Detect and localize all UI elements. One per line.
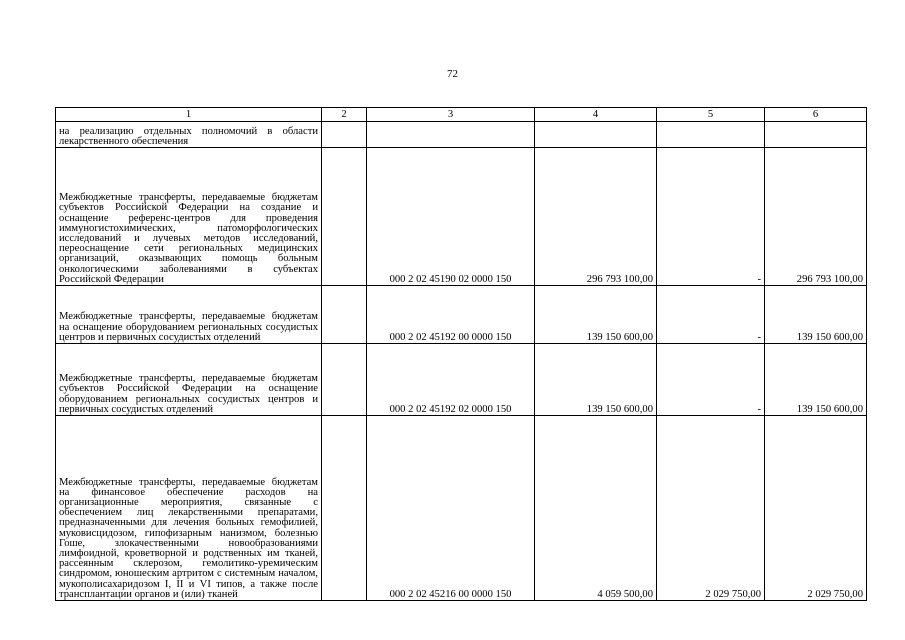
row-description: Межбюджетные трансферты, передаваемые бюджетам субъектов Российской Федерации на создание и оснащение референс-центров для проведения иммуногистохимических, патоморфологических исследований и лучевых методов исследований, переоснащение сети региональных медицинских организаций, оказывающих помощь больным онкологическими заболеваниями в субъектах Российской Федерации	[56, 148, 322, 286]
row-col2	[322, 148, 367, 286]
row-amount-col6: 296 793 100,00	[765, 148, 867, 286]
row-description: Межбюджетные трансферты, передаваемые бюджетам на оснащение оборудованием региональных сосудистых центров и первичных сосудистых отделений	[56, 286, 322, 344]
row-amount-col6: 139 150 600,00	[765, 286, 867, 344]
column-header-2: 2	[322, 108, 367, 122]
row-description: на реализацию отдельных полномочий в области лекарственного обеспечения	[56, 122, 322, 148]
table-row	[56, 416, 867, 601]
row-amount-col6: 139 150 600,00	[765, 344, 867, 416]
column-header-4: 4	[535, 108, 657, 122]
row-amount-col4: 4 059 500,00	[535, 416, 657, 601]
row-amount-col5: -	[657, 344, 765, 416]
row-amount-col4	[535, 122, 657, 148]
row-col2	[322, 344, 367, 416]
row-budget-code: 000 2 02 45192 02 0000 150	[367, 344, 535, 416]
row-amount-col5: -	[657, 148, 765, 286]
column-header-1: 1	[56, 108, 322, 122]
column-header-6: 6	[765, 108, 867, 122]
table-header-row	[56, 108, 867, 122]
row-budget-code	[367, 122, 535, 148]
row-description: Межбюджетные трансферты, передаваемые бюджетам на финансовое обеспечение расходов на организационные мероприятия, связанные с обеспечением лиц лекарственными препаратами, предназначенными для лечения больных гемофилией, муковисцидозом, гипофизарным нанизмом, болезнью Гоше, злокачественными новообразованиями лимфоидной, кроветворной и родственных им тканей, рассеянным склерозом, гемолитико-уремическим синдромом, юношеским артритом с системным началом, мукополисахаридозом I, II и VI типов, а также после трансплантации органов и (или) тканей	[56, 416, 322, 601]
row-amount-col6	[765, 122, 867, 148]
column-header-5: 5	[657, 108, 765, 122]
row-amount-col5	[657, 122, 765, 148]
row-amount-col4: 139 150 600,00	[535, 286, 657, 344]
row-amount-col4: 296 793 100,00	[535, 148, 657, 286]
row-description: Межбюджетные трансферты, передаваемые бюджетам субъектов Российской Федерации на оснащение оборудованием региональных сосудистых центров и первичных сосудистых отделений	[56, 344, 322, 416]
table-row	[56, 148, 867, 286]
row-amount-col4: 139 150 600,00	[535, 344, 657, 416]
table-row	[56, 286, 867, 344]
row-budget-code: 000 2 02 45192 00 0000 150	[367, 286, 535, 344]
row-budget-code: 000 2 02 45190 02 0000 150	[367, 148, 535, 286]
row-col2	[322, 122, 367, 148]
row-budget-code: 000 2 02 45216 00 0000 150	[367, 416, 535, 601]
table-row	[56, 122, 867, 148]
column-header-3: 3	[367, 108, 535, 122]
budget-table	[55, 107, 867, 601]
table-row	[56, 344, 867, 416]
row-amount-col5: -	[657, 286, 765, 344]
row-col2	[322, 416, 367, 601]
row-col2	[322, 286, 367, 344]
page-number: 72	[447, 68, 458, 80]
row-amount-col6: 2 029 750,00	[765, 416, 867, 601]
row-amount-col5: 2 029 750,00	[657, 416, 765, 601]
